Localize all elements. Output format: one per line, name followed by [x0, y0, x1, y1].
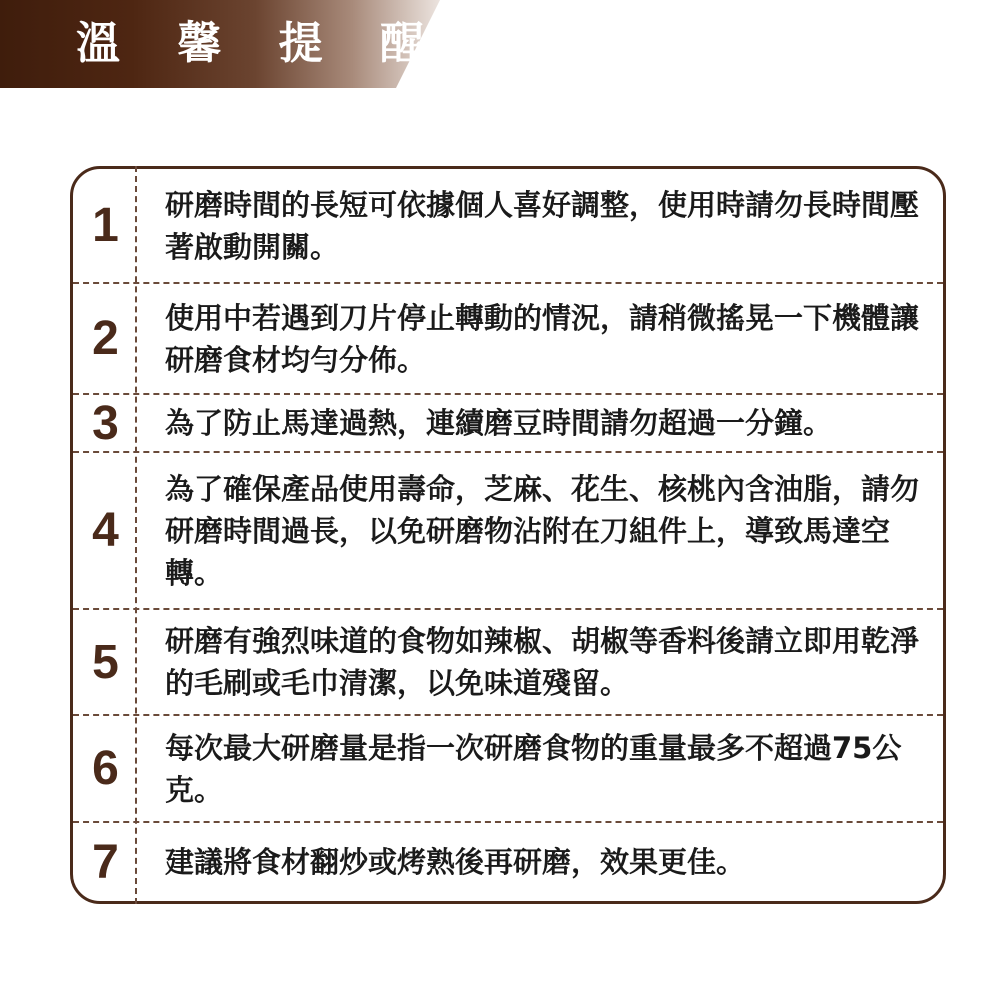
- tip-row: [73, 169, 943, 282]
- tips-panel: [70, 166, 946, 904]
- tip-row: [73, 714, 943, 821]
- tip-number: 2: [92, 312, 119, 365]
- tip-number: 4: [92, 504, 119, 557]
- tip-row: [73, 608, 943, 714]
- column-divider: [135, 166, 137, 904]
- tip-text: [165, 169, 919, 282]
- tip-text-content: 研磨有強烈味道的食物如辣椒、胡椒等香料後請立即用乾淨的毛刷或毛巾清潔，以免味道殘留。: [165, 624, 920, 700]
- tip-text: [165, 395, 919, 451]
- page-title: 溫 馨 提 醒: [76, 18, 445, 69]
- tip-number: 5: [92, 635, 119, 689]
- tip-row: [73, 821, 943, 901]
- tip-number: 3: [92, 396, 119, 450]
- tip-number: 7: [92, 835, 119, 889]
- tip-text-content: 為了確保產品使用壽命，芝麻、花生、核桃內含油脂，請勿研磨時間過長，以免研磨物沾附在刀組件上，導致馬達空轉。: [165, 471, 920, 590]
- tip-row: [73, 393, 943, 451]
- tip-row: [73, 451, 943, 608]
- tip-number: 6: [92, 742, 119, 795]
- tip-text: [165, 716, 919, 821]
- tip-text: [165, 453, 919, 608]
- tip-number: 1: [92, 199, 119, 252]
- tip-text-content: 為了防止馬達過熱，連續磨豆時間請勿超過一分鐘。: [165, 406, 833, 440]
- tip-text: [165, 610, 919, 714]
- tip-text-content: 使用中若遇到刀片停止轉動的情況，請稍微搖晃一下機體讓研磨食材均勻分佈。: [165, 300, 920, 377]
- tip-row: [73, 282, 943, 393]
- tip-text-content: 每次最大研磨量是指一次研磨食物的重量最多不超過75公克。: [165, 730, 902, 807]
- tip-text: [165, 284, 919, 393]
- tip-text-content: 研磨時間的長短可依據個人喜好調整，使用時請勿長時間壓著啟動開關。: [165, 187, 920, 264]
- tip-text: [165, 823, 919, 901]
- tip-text-content: 建議將食材翻炒或烤熟後再研磨，效果更佳。: [165, 845, 746, 879]
